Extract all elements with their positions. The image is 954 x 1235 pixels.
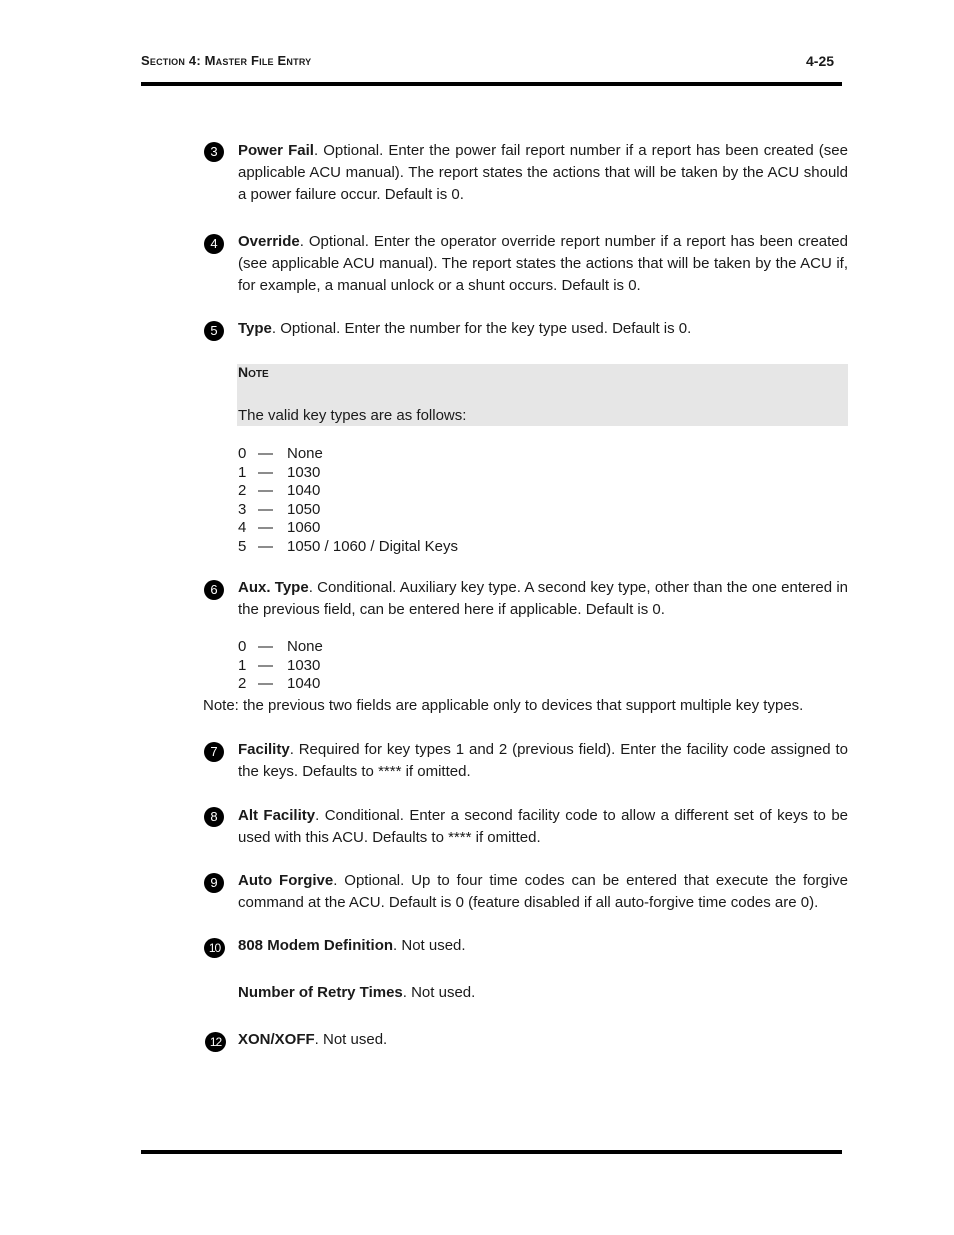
footnote: Note: the previous two fields are applicable only to devices that support multiple key types. [203, 697, 804, 714]
callout-badge-10: 10 [204, 938, 225, 958]
section-prefix: Section 4: [141, 53, 205, 68]
item-auto-forgive [238, 870, 848, 914]
item-text: . Optional. Enter the number for the key type used. Default is 0. [271, 320, 692, 337]
list-item: 4 — 1060 [238, 519, 321, 537]
aux-type-list [238, 638, 323, 694]
item-text: . Optional. Enter the operator override report number if a report has been created (see applicable ACU manual). The report states the actions that will be taken by the ACU if, for example, a manual unlock or a shunt occurs. Default is 0. [238, 233, 848, 294]
callout-badge-9: 9 [204, 873, 224, 893]
item-term: XON/XOFF [238, 1031, 315, 1048]
list-item: 3 — 1050 [238, 500, 321, 518]
item-modem-definition [238, 935, 848, 957]
item-alt-facility [238, 805, 848, 849]
item-text: . Conditional. Auxiliary key type. A second key type, other than the one entered in the previous field, can be entered here if applicable. Default is 0. [238, 579, 848, 618]
list-item: 2 — 1040 [238, 675, 321, 693]
item-facility [238, 739, 848, 783]
item-power-fail [238, 140, 848, 206]
item-text: . Optional. Enter the power fail report number if a report has been created (see applicable ACU manual). The report states the actions that will be taken by the ACU should a power failure occur. Default is 0. [238, 142, 848, 203]
item-text: . Not used. [402, 984, 476, 1001]
item-term: Power Fail [238, 142, 314, 159]
item-text: . Conditional. Enter a second facility code to allow a different set of keys to be used with this ACU. Defaults to **** if omitted. [238, 807, 848, 846]
item-retry-times [238, 982, 848, 1004]
section-header [141, 53, 311, 68]
section-title: Master File Entry [204, 53, 312, 68]
item-text: . Not used. [314, 1031, 388, 1048]
callout-badge-12: 12 [205, 1032, 226, 1052]
item-term: Alt Facility [238, 807, 316, 824]
item-xon-xoff [238, 1029, 848, 1051]
item-override [238, 231, 848, 297]
list-item: 1 — 1030 [238, 656, 321, 674]
key-type-list [238, 445, 458, 557]
item-text: . Optional. Up to four time codes can be entered that execute the forgive command at the ACU. Default is 0 (feature disabled if all auto-forgive time codes are 0). [238, 872, 848, 911]
note-title: Note [238, 364, 269, 380]
item-term: Type [238, 320, 272, 337]
item-term: Facility [238, 741, 290, 758]
list-item: 2 — 1040 [238, 482, 321, 500]
item-text: . Not used. [393, 937, 466, 954]
footer-rule [141, 1150, 842, 1154]
list-item: 5 — 1050 / 1060 / Digital Keys [238, 537, 458, 555]
item-term: Number of Retry Times [238, 984, 403, 1001]
callout-badge-3: 3 [204, 142, 224, 162]
item-term: Override [238, 233, 300, 250]
callout-badge-6: 6 [204, 580, 224, 600]
callout-badge-7: 7 [204, 742, 224, 762]
item-term: 808 Modem Definition [238, 937, 394, 954]
callout-badge-8: 8 [204, 807, 224, 827]
header-rule [141, 82, 842, 86]
item-text: . Required for key types 1 and 2 (previous field). Enter the facility code assigned to the keys. Defaults to **** if omitted. [238, 741, 848, 780]
note-text: The valid key types are as follows: [238, 407, 467, 424]
item-aux-type [238, 577, 848, 621]
list-item: 0 — None [238, 638, 323, 655]
callout-badge-5: 5 [204, 321, 224, 341]
callout-badge-4: 4 [204, 234, 224, 254]
list-item: 0 — None [238, 445, 323, 462]
item-type [238, 318, 848, 340]
list-item: 1 — 1030 [238, 463, 321, 481]
item-term: Auto Forgive [238, 872, 334, 889]
page-number: 4-25 [806, 53, 835, 69]
item-term: Aux. Type [238, 579, 309, 596]
